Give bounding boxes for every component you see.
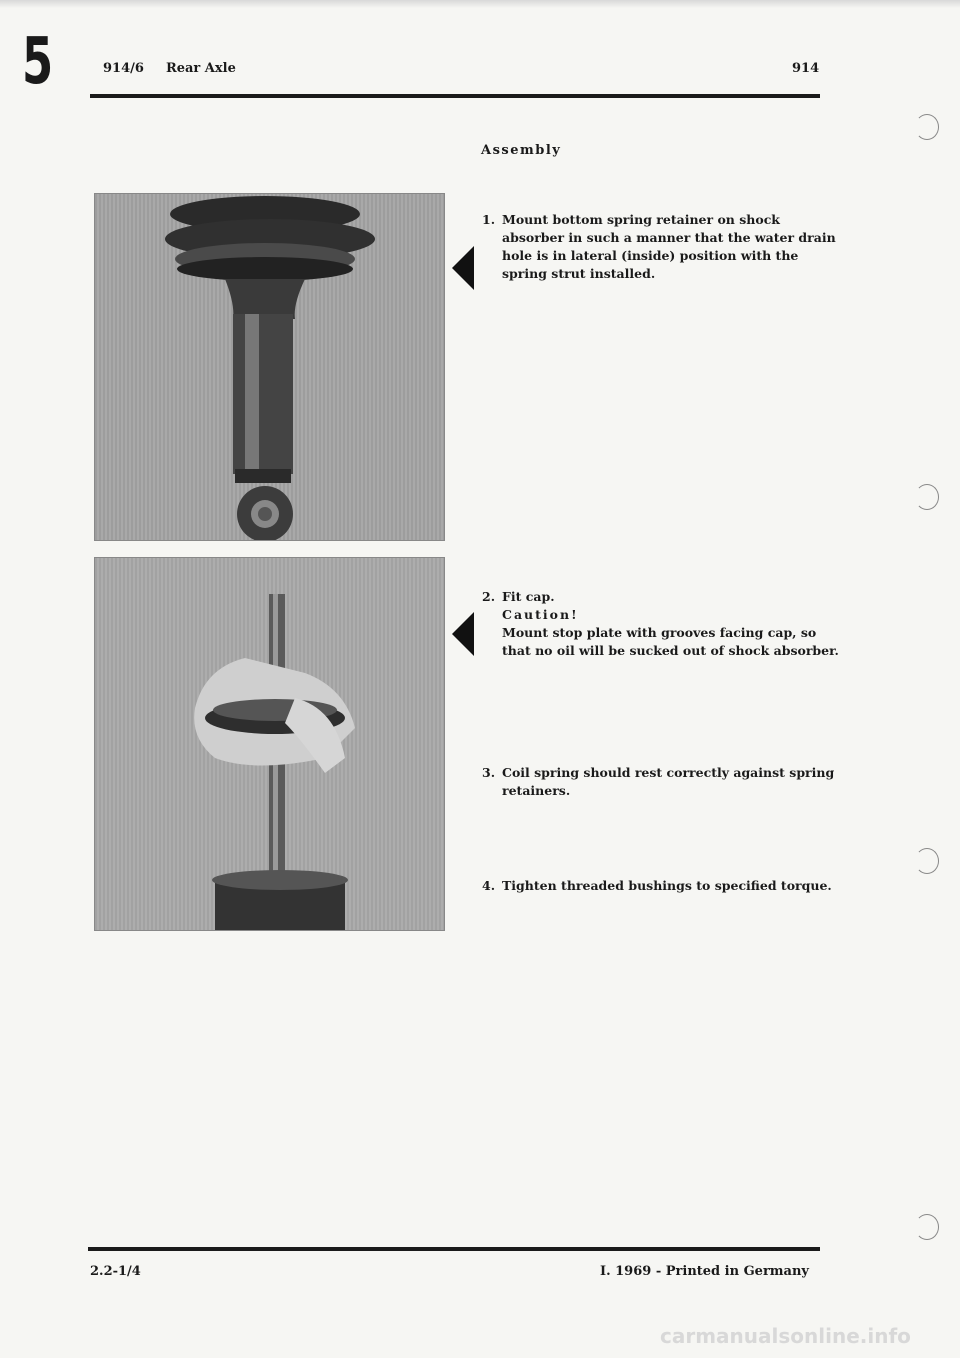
header-model: 914/6 (103, 61, 144, 76)
caution-label: Caution! (502, 607, 579, 622)
step-2-text: Fit cap. (502, 589, 555, 604)
print-info: I. 1969 - Printed in Germany (600, 1264, 809, 1279)
step-4-number: 4. (482, 878, 496, 893)
page-reference: 2.2-1/4 (90, 1264, 141, 1279)
punch-hole-mark (915, 848, 939, 874)
step-3-text: Coil spring should rest correctly against spring retainers. (502, 765, 835, 798)
step-2 (482, 588, 842, 660)
stop-plate-photo (94, 557, 445, 931)
step-4-text: Tighten threaded bushings to specified torque. (502, 878, 832, 893)
step-1-marker (452, 246, 474, 290)
page-edge (0, 0, 960, 8)
footer-rule (88, 1247, 820, 1251)
punch-hole-mark (915, 1214, 939, 1240)
shock-absorber-photo (94, 193, 445, 541)
step-3-number: 3. (482, 765, 496, 780)
caution-text: Mount stop plate with grooves facing cap, so that no oil will be sucked out of shock absorber. (502, 625, 839, 658)
step-2-number: 2. (482, 589, 496, 604)
header-rule (90, 94, 820, 98)
header-subject: Rear Axle (165, 61, 236, 76)
header-title (103, 61, 236, 76)
punch-hole-mark (915, 114, 939, 140)
step-2-marker (452, 612, 474, 656)
step-1-number: 1. (482, 212, 496, 227)
step-1-text: Mount bottom spring retainer on shock absorber in such a manner that the water drain hole is in lateral (inside) position with the spring strut installed. (502, 212, 836, 281)
punch-hole-mark (915, 484, 939, 510)
section-heading: Assembly (481, 143, 562, 158)
watermark: carmanualsonline.info (660, 1324, 911, 1348)
section-number: 5 (22, 25, 54, 99)
step-1 (482, 211, 842, 283)
step-3 (482, 764, 842, 800)
header-model-right: 914 (792, 61, 820, 76)
step-4 (482, 877, 842, 895)
